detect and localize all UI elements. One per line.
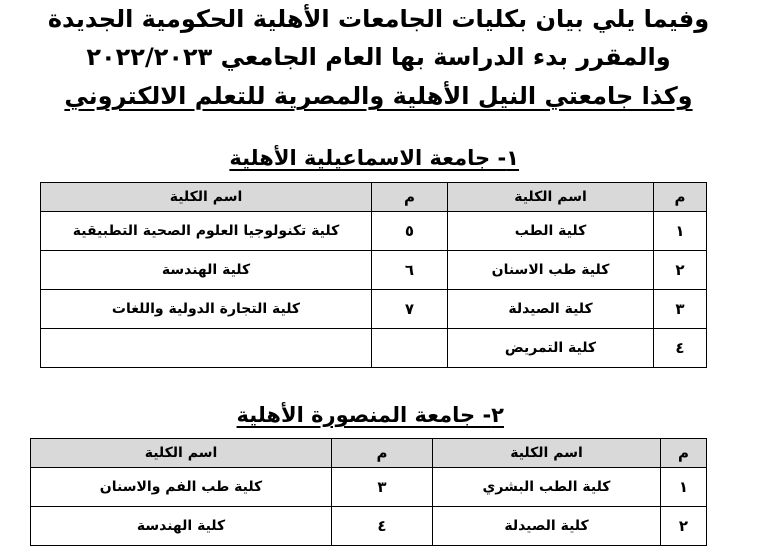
row-number: ٢ <box>661 507 707 546</box>
header-college-name: اسم الكلية <box>433 439 661 468</box>
table-row <box>31 468 707 507</box>
table-row <box>41 329 707 368</box>
row-number: ١ <box>661 468 707 507</box>
table-header-row <box>31 439 707 468</box>
header-m: م <box>654 183 707 212</box>
college-name: كلية التمريض <box>448 329 654 368</box>
ismailia-colleges-table <box>40 182 707 368</box>
header-college-name: اسم الكلية <box>41 183 372 212</box>
table-row <box>41 290 707 329</box>
row-number: ٧ <box>372 290 448 329</box>
section-heading-ismailia: ١- جامعة الاسماعيلية الأهلية <box>229 146 519 170</box>
college-name: كلية الصيدلة <box>448 290 654 329</box>
header-college-name: اسم الكلية <box>448 183 654 212</box>
table-row <box>41 251 707 290</box>
college-name: كلية الهندسة <box>31 507 332 546</box>
row-number <box>372 329 448 368</box>
intro-line-2: والمقرر بدء الدراسة بها العام الجامعي ٢٠٢٢/٢٠٢٣ <box>86 43 671 71</box>
intro-line-1: وفيما يلي بيان بكليات الجامعات الأهلية الحكومية الجديدة <box>47 5 710 33</box>
college-name: كلية طب الفم والاسنان <box>31 468 332 507</box>
row-number: ٢ <box>654 251 707 290</box>
college-name: كلية التجارة الدولية واللغات <box>41 290 372 329</box>
college-name: كلية طب الاسنان <box>448 251 654 290</box>
college-name: كلية الهندسة <box>41 251 372 290</box>
row-number: ٤ <box>332 507 433 546</box>
college-name: كلية الصيدلة <box>433 507 661 546</box>
row-number: ٥ <box>372 212 448 251</box>
header-m: م <box>332 439 433 468</box>
college-name: كلية الطب البشري <box>433 468 661 507</box>
table-header-row <box>41 183 707 212</box>
row-number: ٣ <box>654 290 707 329</box>
section-heading-mansoura: ٢- جامعة المنصورة الأهلية <box>236 403 504 427</box>
header-college-name: اسم الكلية <box>31 439 332 468</box>
header-m: م <box>372 183 448 212</box>
row-number: ٦ <box>372 251 448 290</box>
row-number: ١ <box>654 212 707 251</box>
college-name: كلية تكنولوجيا العلوم الصحية التطبيقية <box>41 212 372 251</box>
mansoura-colleges-table <box>30 438 707 546</box>
college-name: كلية الطب <box>448 212 654 251</box>
college-name <box>41 329 372 368</box>
header-m: م <box>661 439 707 468</box>
row-number: ٣ <box>332 468 433 507</box>
table-row <box>31 507 707 546</box>
row-number: ٤ <box>654 329 707 368</box>
intro-line-3: وكذا جامعتي النيل الأهلية والمصرية للتعلم الالكتروني <box>64 82 693 110</box>
table-row <box>41 212 707 251</box>
